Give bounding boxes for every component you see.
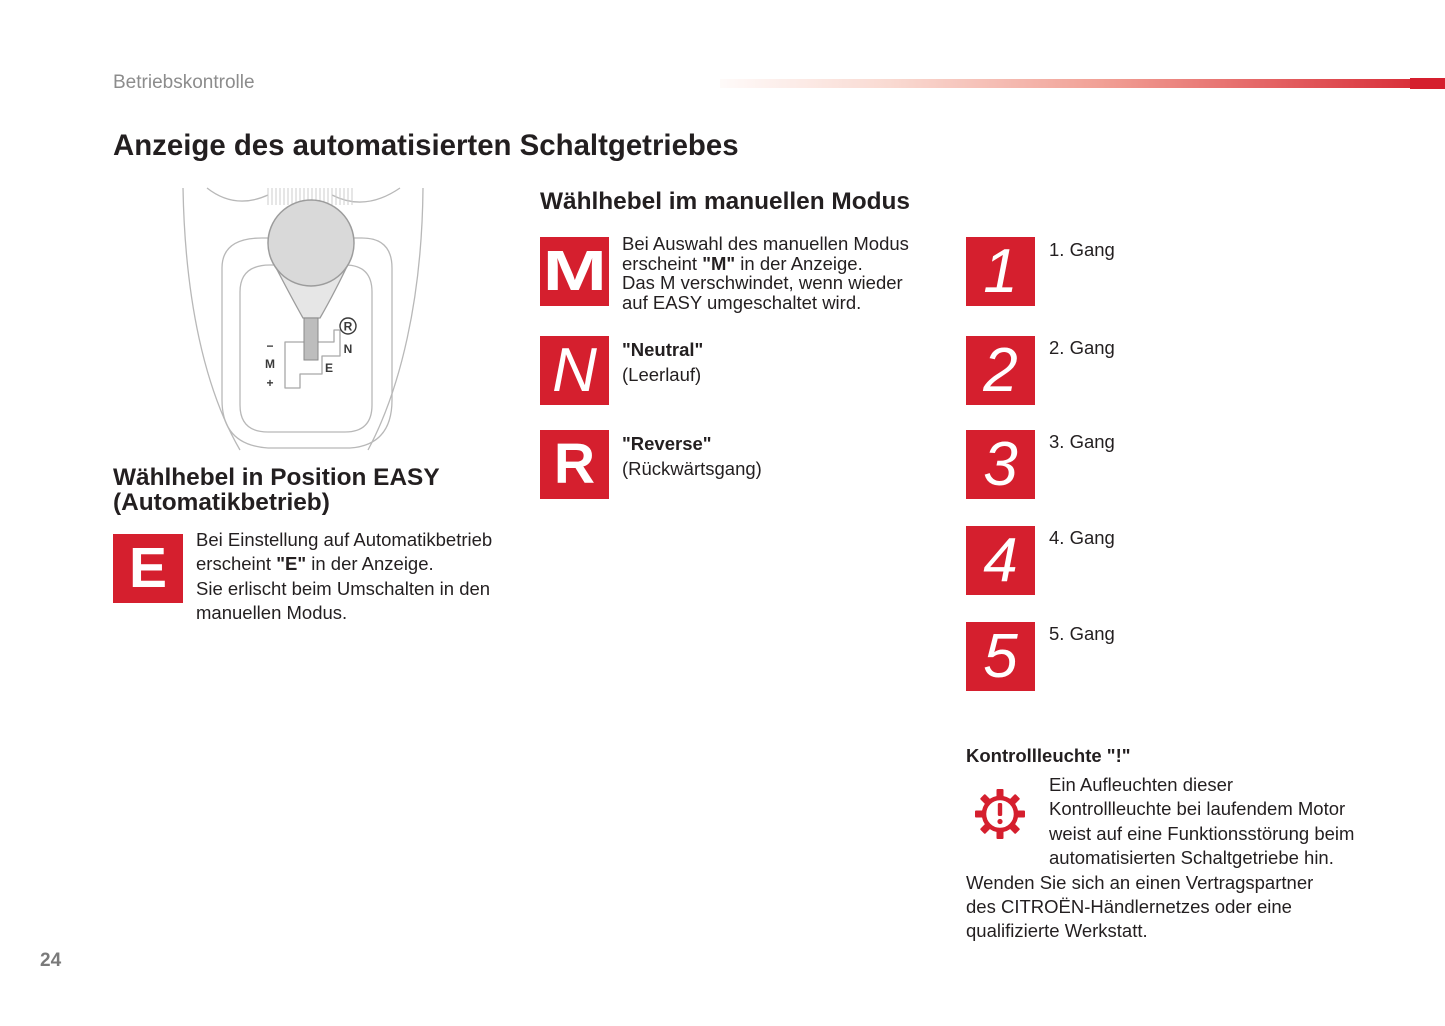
display-gear-3-indicator [966,430,1035,499]
gear-4-label: 4. Gang [1049,526,1115,548]
display-gear-5-indicator [966,622,1035,691]
manual-mode-line3: Das M verschwindet, wenn wieder [622,272,903,294]
display-gear-4-indicator [966,526,1035,595]
warning-line6: des CITROËN-Händlernetzes oder eine [966,896,1292,918]
easy-mode-heading-line2: (Automatikbetrieb) [113,489,330,516]
warning-heading: Kontrollleuchte "!" [966,745,1131,766]
display-gear-2-indicator [966,336,1035,405]
neutral-title: "Neutral" [622,339,704,360]
display-m-indicator [540,237,609,306]
warning-line5: Wenden Sie sich an einen Vertragspartner [966,871,1314,893]
display-r-indicator [540,430,609,499]
warning-line7: qualifizierte Werkstatt. [966,920,1148,942]
shifter-label-e: E [324,361,334,375]
display-e-indicator [113,534,183,603]
easy-mode-line1: Bei Einstellung auf Automatikbetrieb [196,529,493,550]
manual-mode-line2-pre: erscheint [622,252,703,274]
display-gear-4-glyph: 4 [983,526,1018,595]
display-gear-3-glyph: 3 [983,430,1018,499]
display-gear-1-glyph: 1 [983,237,1018,306]
page-number: 24 [40,950,62,971]
display-gear-1-indicator [966,237,1035,306]
console-right-edge [368,188,423,450]
console-top-curve-left [207,188,268,201]
neutral-subtitle: (Leerlauf) [622,363,702,385]
warning-line4: automatisierten Schaltgetriebe hin. [1049,847,1334,869]
manual-mode-description [622,234,909,312]
warning-line1: Ein Aufleuchten dieser [1049,774,1234,795]
manual-mode-heading: Wählhebel im manuellen Modus [540,188,910,215]
display-m-glyph: M [542,239,607,303]
easy-mode-line2-pre: erscheint [196,553,277,575]
gear-1-label: 1. Gang [1049,238,1115,260]
reverse-title: "Reverse" [622,433,712,454]
gear-3-label: 3. Gang [1049,430,1115,452]
display-r-glyph: R [553,432,596,496]
reverse-subtitle: (Rückwärtsgang) [622,457,762,479]
gear-5-label: 5. Gang [1049,622,1115,644]
manual-mode-line4: auf EASY umgeschaltet wird. [622,291,862,313]
console-left-edge [183,188,240,450]
easy-mode-line4: manuellen Modus. [196,601,348,623]
display-n-glyph: N [552,336,597,405]
warning-description [966,773,1354,944]
console-top-curve-right [332,188,400,202]
display-e-glyph: E [128,536,168,600]
warning-line3: weist auf eine Funktionsstörung beim [1049,822,1355,844]
easy-mode-heading-line1: Wählhebel in Position EASY [113,464,440,491]
section-label: Betriebskontrolle [113,72,255,93]
display-gear-2-glyph: 2 [983,336,1018,405]
manual-mode-line1: Bei Auswahl des manuellen Modus [622,233,909,254]
header-accent-bar-end [1410,78,1445,89]
shifter-label-r: R [343,319,353,334]
easy-mode-heading [113,465,440,515]
gear-shifter-illustration [170,185,440,455]
display-gear-5-glyph: 5 [983,622,1018,691]
easy-mode-description [196,528,492,625]
easy-mode-line2-post: in der Anzeige. [306,553,434,575]
manual-mode-line2-bold: "M" [702,252,736,274]
header-accent-bar [720,79,1412,88]
page-title: Anzeige des automatisierten Schaltgetriebes [113,129,739,162]
shifter-label-plus: + [266,376,274,390]
neutral-description [622,338,703,387]
manual-mode-line2 [622,254,909,274]
easy-mode-line2 [196,552,492,576]
shifter-label-m: M [265,357,275,371]
display-n-indicator [540,336,609,405]
easy-mode-line3: Sie erlischt beim Umschalten in den [196,577,491,599]
warning-line2: Kontrollleuchte bei laufendem Motor [1049,798,1346,820]
gear-2-label: 2. Gang [1049,336,1115,358]
reverse-description [622,432,762,481]
shifter-label-minus: − [266,339,274,353]
manual-mode-line2-post: in der Anzeige. [735,252,863,274]
shifter-shaft [304,318,318,360]
shifter-label-n: N [343,342,353,356]
easy-mode-line2-bold: "E" [276,553,307,575]
shifter-knob [268,200,354,286]
